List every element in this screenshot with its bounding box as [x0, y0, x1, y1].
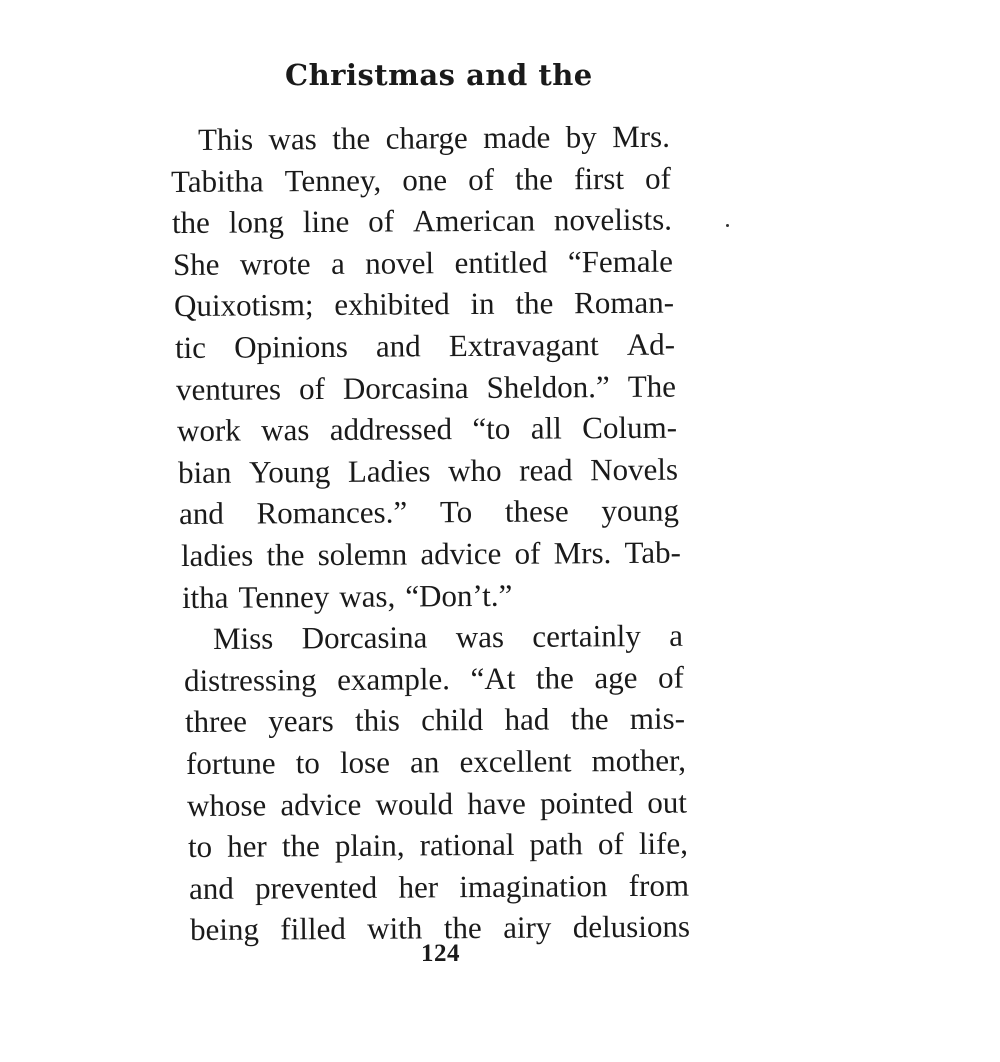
text-line	[180, 533, 680, 576]
text-line	[174, 283, 674, 326]
word: Mrs.	[553, 535, 611, 571]
word: of	[657, 659, 684, 695]
word: Miss	[212, 620, 274, 657]
word: lose	[339, 744, 390, 780]
word: to	[187, 829, 213, 865]
text-line	[186, 741, 686, 784]
word: whose	[186, 787, 267, 823]
text-line	[212, 616, 682, 659]
word: of	[597, 826, 624, 862]
text-line	[188, 824, 688, 867]
word: bian	[178, 454, 232, 490]
word: the	[443, 910, 482, 946]
word: certainly	[531, 618, 641, 655]
word: long	[228, 204, 285, 240]
word: mis-	[629, 700, 685, 737]
text-line	[175, 325, 675, 368]
word: exhibited	[334, 286, 450, 323]
word: solemn	[317, 536, 407, 573]
word: Dorcasina	[343, 369, 469, 406]
word: fortune	[185, 745, 276, 781]
word: ladies	[180, 537, 253, 573]
word: Opinions	[234, 328, 349, 365]
word: This	[197, 121, 254, 157]
word: charge	[385, 120, 468, 156]
text-line	[184, 657, 684, 700]
word: was,	[338, 578, 395, 614]
word: her	[398, 869, 439, 905]
word: from	[628, 867, 689, 903]
word: young	[601, 492, 680, 529]
word: read	[519, 452, 574, 488]
text-line	[181, 574, 681, 617]
word: Ladies	[348, 453, 432, 489]
word: was	[455, 619, 504, 655]
word: the	[514, 160, 554, 197]
word: “Female	[567, 243, 674, 280]
word: Colum-	[582, 409, 678, 446]
word: filled	[280, 911, 346, 947]
word: age	[593, 659, 638, 696]
word: was	[261, 412, 310, 448]
word: Novels	[590, 451, 679, 487]
word: with	[367, 910, 423, 947]
word: “to	[472, 410, 511, 447]
word: Mrs.	[612, 118, 671, 155]
word: and	[179, 496, 225, 532]
word: example.	[336, 660, 450, 697]
word: airy	[502, 909, 552, 946]
text-line	[185, 699, 685, 742]
word: entitled	[454, 244, 548, 280]
word: and	[188, 870, 234, 906]
word: by	[565, 119, 597, 155]
word: of	[513, 535, 541, 571]
word: She	[173, 246, 220, 282]
word: delusions	[572, 908, 691, 945]
word: made	[483, 119, 551, 156]
word: prevented	[254, 869, 378, 906]
word: rational	[419, 826, 515, 863]
text-line	[172, 200, 672, 243]
word: Quixotism;	[174, 287, 314, 324]
word: was	[268, 121, 317, 157]
text-line	[173, 241, 673, 284]
page-number: 124	[421, 940, 460, 967]
word: Tabitha	[170, 162, 264, 199]
text-line	[198, 117, 670, 160]
word: years	[267, 703, 334, 739]
word: the	[332, 120, 371, 157]
word: To	[440, 494, 473, 530]
word: would	[375, 785, 453, 822]
word: a	[668, 617, 683, 654]
word: itha	[181, 579, 229, 615]
word: and	[376, 328, 422, 364]
word: Sheldon.”	[486, 368, 611, 405]
word: Tenney,	[284, 162, 382, 198]
word: addressed	[330, 411, 453, 448]
word: one	[402, 161, 448, 198]
word: advice	[419, 535, 501, 572]
word: the	[570, 701, 609, 737]
word: her	[226, 828, 267, 864]
word: the	[535, 660, 574, 696]
word: out	[646, 784, 687, 820]
text-line	[176, 366, 676, 409]
text-line	[189, 865, 689, 908]
word: the	[171, 204, 211, 241]
word: the	[281, 828, 320, 864]
word: three	[184, 703, 247, 740]
word: pointed	[539, 784, 633, 821]
word: excellent	[459, 743, 572, 780]
word: the	[515, 285, 554, 322]
word: novel	[365, 245, 435, 281]
word: plain,	[334, 827, 405, 864]
word: The	[627, 368, 677, 404]
word: Young	[249, 453, 331, 490]
word: in	[470, 286, 495, 322]
word: these	[505, 493, 570, 530]
word: Romances.”	[256, 494, 408, 531]
word: life,	[638, 825, 688, 862]
word: child	[420, 702, 483, 738]
word: Ad-	[626, 326, 676, 362]
word: advice	[280, 786, 362, 822]
word: first	[573, 160, 625, 196]
word: Dorcasina	[301, 619, 428, 656]
text-line	[178, 449, 678, 492]
word: of	[368, 203, 395, 239]
word: of	[468, 161, 495, 197]
word: Tab-	[623, 534, 681, 570]
word: of	[299, 370, 326, 406]
word: Tenney	[237, 578, 329, 615]
word: path	[529, 826, 583, 862]
word: line	[302, 203, 350, 240]
word: Extravagant	[448, 327, 599, 364]
word: of	[645, 160, 672, 196]
text-line	[177, 408, 677, 451]
word: tic	[175, 329, 207, 365]
running-head: Christmas and the	[285, 58, 593, 92]
word: an	[409, 744, 440, 780]
word: novelists.	[553, 201, 673, 238]
word: Roman-	[574, 284, 675, 321]
word: American	[412, 202, 536, 239]
word: distressing	[183, 661, 317, 698]
word: “At	[470, 660, 516, 696]
word: who	[448, 452, 503, 488]
word: work	[177, 412, 242, 449]
word: have	[466, 785, 526, 821]
text-line	[179, 491, 679, 534]
word: being	[189, 911, 259, 948]
word: mother,	[591, 742, 686, 779]
text-line	[187, 782, 687, 825]
word: all	[531, 410, 563, 446]
word: a	[331, 245, 346, 281]
word: ventures	[176, 370, 282, 407]
word: to	[295, 745, 320, 781]
word: wrote	[239, 245, 311, 282]
word: the	[265, 537, 305, 573]
word: “Don’t.”	[404, 577, 512, 614]
word: this	[354, 702, 400, 739]
text-line	[171, 158, 671, 201]
word: imagination	[459, 867, 608, 904]
word: had	[504, 701, 550, 738]
